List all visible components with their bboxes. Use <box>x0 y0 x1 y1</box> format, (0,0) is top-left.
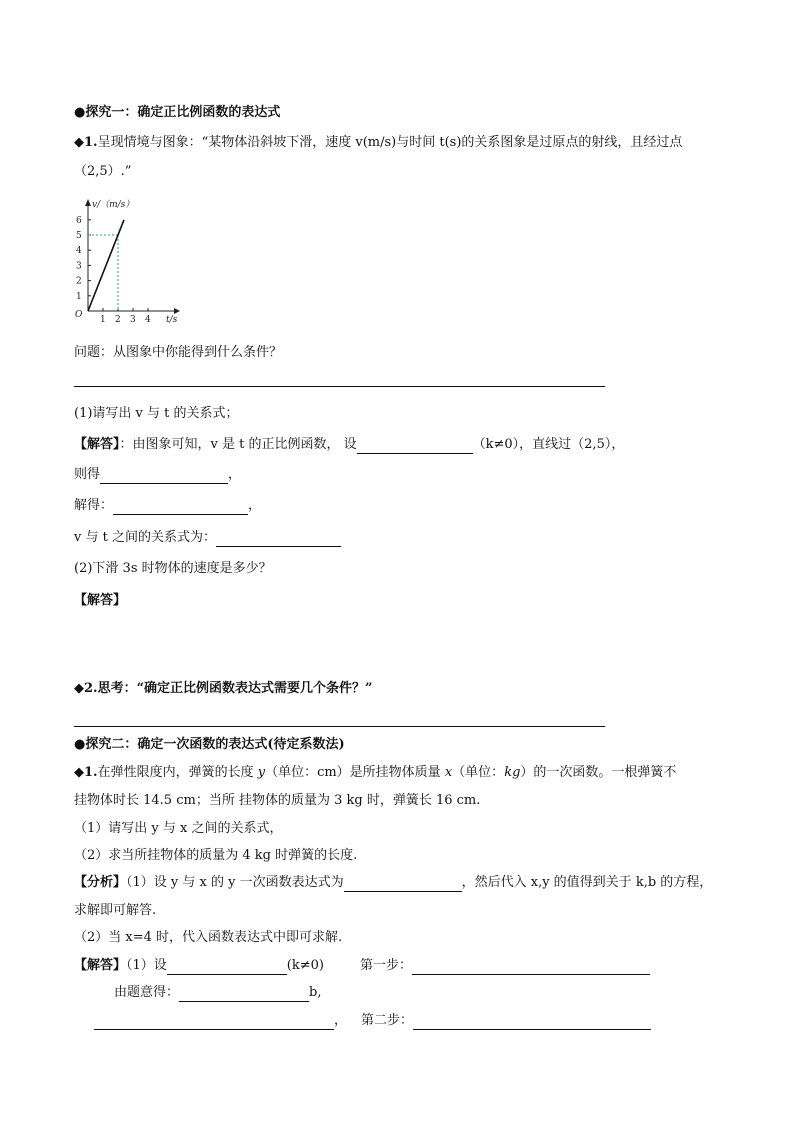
answer-1-text-e: v 与 t 之间的关系式为： <box>74 530 216 545</box>
answer-line-1 <box>74 386 605 387</box>
x-tick-label: 4 <box>145 315 151 325</box>
question-1-label: ◆1. <box>74 135 98 150</box>
x-tick-label: 3 <box>130 315 136 325</box>
fill-blank-6[interactable] <box>167 960 287 975</box>
answer-1-line-4 <box>74 529 341 547</box>
y-axis-label: v/（m/s） <box>92 200 135 210</box>
velocity-time-graph <box>72 196 182 326</box>
answer-1-comma-1: ， <box>228 467 242 482</box>
part-2-question: (2)下滑 3s 时物体的速度是多少？ <box>74 561 272 576</box>
analysis-text-a: （1）设 y 与 x 的 y 一次函数表达式为 <box>126 875 344 890</box>
fill-blank-8[interactable] <box>179 987 309 1002</box>
origin-label: O <box>75 310 83 320</box>
question-1-text: 呈现情境与图象：“某物体沿斜坡下滑，速度 v(m/s)与时间 t(s)的关系图象是过原点的射线，且经过点 <box>97 135 683 150</box>
x-tick-label: 2 <box>115 315 121 325</box>
s2-part-1: （1）请写出 y 与 x 之间的关系式， <box>74 821 283 836</box>
question-2: ◆2.思考：“确定正比例函数表达式需要几个条件？” <box>74 681 373 696</box>
fill-blank-10[interactable] <box>413 1015 651 1030</box>
answer-1-comma-2: ， <box>248 498 262 513</box>
y-axis-arrow <box>85 199 91 206</box>
analysis-line-2: 求解即可解答. <box>74 903 157 918</box>
y-tick-label: 3 <box>76 261 82 272</box>
s2-q1-text-a: 在弹性限度内，弹簧的长度 <box>97 765 258 780</box>
analysis-line-1 <box>74 874 712 892</box>
fill-blank-4[interactable] <box>216 532 341 547</box>
answer-tag: 【解答】 <box>74 437 120 452</box>
answer-1-line-3 <box>74 497 261 515</box>
answer-2-tag: 【解答】 <box>74 593 127 608</box>
fill-blank-1[interactable] <box>357 439 473 454</box>
answer-3-comma: ， <box>334 1013 348 1028</box>
question-prompt: 问题：从图象中你能得到什么条件？ <box>74 345 283 360</box>
answer-1-text-b: （k≠0），直线过（2,5）， <box>472 437 625 452</box>
section-title-2: ●探究二：确定一次函数的表达式(待定系数法) <box>74 737 345 752</box>
s2-q1-text-c: （单位： <box>452 765 505 780</box>
answer-3-line-1 <box>74 957 650 975</box>
y-tick-label: 5 <box>76 231 82 241</box>
x-axis-arrow <box>174 308 180 314</box>
s2-question-1-line-2: 挂物体时长 14.5 cm；当所 挂物体的质量为 3 kg 时，弹簧长 16 cm. <box>74 793 481 808</box>
answer-3-text-b: (k≠0) <box>286 958 324 973</box>
section-title-1: ●探究一：确定正比例函数的表达式 <box>74 105 281 120</box>
x-axis-label: t/s <box>166 315 178 325</box>
analysis-line-3: （2）当 x=4 时，代入函数表达式中即可求解. <box>74 930 343 945</box>
fill-blank-5[interactable] <box>344 877 462 892</box>
analysis-tag: 【分析】 <box>74 875 127 890</box>
step-2-label: 第二步： <box>361 1013 414 1028</box>
fill-blank-7[interactable] <box>412 960 650 975</box>
answer-1-line-2 <box>74 466 241 484</box>
fill-blank-2[interactable] <box>100 469 228 484</box>
s2-q1-var-x: x <box>444 765 453 780</box>
answer-1-line-1 <box>74 436 624 454</box>
part-1-question: (1)请写出 v 与 t 的关系式； <box>74 406 239 421</box>
answer-3-line-2 <box>114 984 321 1002</box>
answer-line-2 <box>74 726 605 727</box>
y-tick-label: 4 <box>76 246 82 257</box>
s2-q1-text-b: （单位：cm）是所挂物体质量 <box>265 765 445 780</box>
answer-3-text-c2: b, <box>309 985 322 1000</box>
fill-blank-9[interactable] <box>94 1015 334 1030</box>
ray-line <box>88 220 124 311</box>
answer-1-text-a: ：由图象可知，v 是 t 的正比例函数， 设 <box>119 437 357 452</box>
s2-q1-var-y: y <box>257 765 266 780</box>
answer-3-text-a: （1）设 <box>126 958 167 973</box>
s2-question-1-line-1 <box>74 764 676 782</box>
y-tick-label: 2 <box>76 276 82 287</box>
answer-3-text-c: 由题意得： <box>114 985 180 1000</box>
answer-3-tag: 【解答】 <box>74 958 127 973</box>
question-1-line-2: （2,5）.” <box>74 164 132 179</box>
s2-q1-unit-kg: kg <box>504 765 521 780</box>
question-1-line-1 <box>74 134 682 152</box>
s2-question-1-label: ◆1. <box>74 765 98 780</box>
s2-q1-text-d: ）的一次函数。一根弹簧不 <box>520 765 677 780</box>
s2-part-2: （2）求当所挂物体的质量为 4 kg 时弹簧的长度. <box>74 848 358 863</box>
y-tick-label: 1 <box>76 291 82 302</box>
x-tick-label: 1 <box>100 315 106 325</box>
y-tick-label: 6 <box>76 215 82 226</box>
answer-1-text-c: 则得 <box>74 467 101 482</box>
answer-1-text-d: 解得： <box>74 498 114 513</box>
answer-3-line-3 <box>94 1012 651 1030</box>
analysis-text-b: ，然后代入 x,y 的值得到关于 k,b 的方程， <box>461 875 713 890</box>
step-1-label: 第一步： <box>359 958 412 973</box>
fill-blank-3[interactable] <box>113 500 248 515</box>
